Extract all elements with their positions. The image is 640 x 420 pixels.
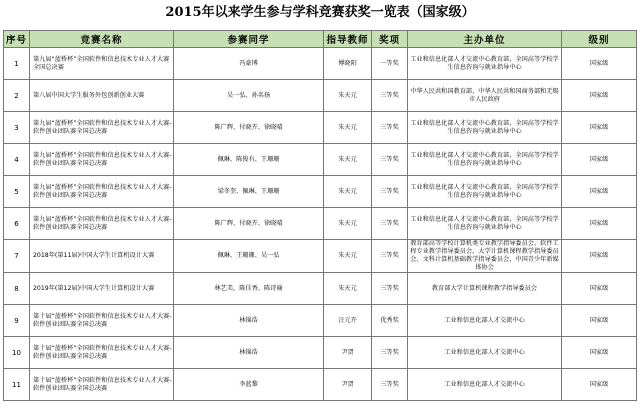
cell-competition: 第九届“蓝桥杯”全国软件和信息技术专业人才大赛全国总决赛 <box>30 48 174 80</box>
cell-organizer: 工业和信息化部人才交流中心教育部、全国高等学校学生信息咨询与就业指导中心 <box>408 48 562 80</box>
awards-table <box>3 30 637 401</box>
table-row <box>4 369 637 401</box>
table-row <box>4 112 637 144</box>
cell-organizer: 工业和信息化部人才交流中心教育部、全国高等学校学生信息咨询与就业指导中心 <box>408 208 562 240</box>
cell-index: 7 <box>4 240 30 273</box>
table-row <box>4 144 637 176</box>
header-level: 级别 <box>562 31 637 48</box>
cell-organizer: 工业和信息化部人才交流中心教育部、全国高等学校学生信息咨询与就业指导中心 <box>408 112 562 144</box>
cell-competition: 第十届“蓝桥杯”全国软件和信息技术专业人才大赛-软件创业团队赛全国总决赛 <box>30 305 174 337</box>
cell-teacher: 傅晓阳 <box>324 48 372 80</box>
cell-index: 3 <box>4 112 30 144</box>
cell-index: 9 <box>4 305 30 337</box>
cell-organizer: 工业和信息化部人才交流中心 <box>408 305 562 337</box>
cell-competition: 第九届“蓝桥杯”全国软件和信息技术专业人才大赛-软件创业团队赛全国总决赛 <box>30 112 174 144</box>
cell-teacher: 朱天元 <box>324 80 372 112</box>
cell-students: 佩琳、王珊珊、吴一弘 <box>174 240 324 273</box>
cell-award: 三等奖 <box>372 176 408 208</box>
cell-index: 4 <box>4 144 30 176</box>
cell-teacher: 汪元卉 <box>324 305 372 337</box>
cell-teacher: 尹贺 <box>324 337 372 369</box>
header-students: 参赛同学 <box>174 31 324 48</box>
table-row <box>4 305 637 337</box>
cell-students: 林锦浩 <box>174 305 324 337</box>
cell-award: 三等奖 <box>372 337 408 369</box>
cell-level: 国家级 <box>562 176 637 208</box>
cell-level: 国家级 <box>562 80 637 112</box>
cell-level: 国家级 <box>562 240 637 273</box>
cell-award: 三等奖 <box>372 80 408 112</box>
cell-award: 三等奖 <box>372 144 408 176</box>
table-row <box>4 48 637 80</box>
cell-students: 陈广辉、付晓卉、徐晓晴 <box>174 208 324 240</box>
cell-competition: 第十届“蓝桥杯”全国软件和信息技术专业人才大赛-软件创业团队赛全国总决赛 <box>30 337 174 369</box>
cell-organizer: 工业和信息化部人才交流中心教育部、全国高等学校学生信息咨询与就业指导中心 <box>408 176 562 208</box>
header-index: 序号 <box>4 31 30 48</box>
table-row <box>4 80 637 112</box>
cell-index: 8 <box>4 273 30 305</box>
cell-organizer: 工业和信息化部人才交流中心 <box>408 369 562 401</box>
cell-teacher: 朱天元 <box>324 144 372 176</box>
cell-teacher: 朱天元 <box>324 240 372 273</box>
cell-index: 1 <box>4 48 30 80</box>
cell-index: 5 <box>4 176 30 208</box>
header-organizer: 主办单位 <box>408 31 562 48</box>
cell-competition: 第九届“蓝桥杯”全国软件和信息技术专业人才大赛-软件创业团队赛全国总决赛 <box>30 176 174 208</box>
cell-organizer: 中华人民共和国教育部、中华人民共和国商务部和无锡市人民政府 <box>408 80 562 112</box>
cell-teacher: 尹贺 <box>324 369 372 401</box>
cell-award: 三等奖 <box>372 240 408 273</box>
cell-award: 一等奖 <box>372 48 408 80</box>
cell-teacher: 朱天元 <box>324 208 372 240</box>
cell-students: 梁冬奎、佩琳、王珊珊 <box>174 176 324 208</box>
table-row <box>4 240 637 273</box>
table-row <box>4 337 637 369</box>
header-competition: 竞赛名称 <box>30 31 174 48</box>
table-row <box>4 273 637 305</box>
table-row <box>4 208 637 240</box>
cell-students: 冯豪博 <box>174 48 324 80</box>
cell-index: 10 <box>4 337 30 369</box>
cell-level: 国家级 <box>562 48 637 80</box>
cell-students: 林艺美、陈佳香、陈诗瑜 <box>174 273 324 305</box>
cell-level: 国家级 <box>562 305 637 337</box>
cell-competition: 第九届“蓝桥杯”全国软件和信息技术专业人才大赛-软件创业团队赛全国总决赛 <box>30 144 174 176</box>
cell-level: 国家级 <box>562 273 637 305</box>
table-header-row <box>4 31 637 48</box>
cell-level: 国家级 <box>562 112 637 144</box>
cell-level: 国家级 <box>562 369 637 401</box>
cell-competition: 第十届“蓝桥杯”全国软件和信息技术专业人才大赛-软件创业团队赛全国总决赛 <box>30 369 174 401</box>
cell-competition: 2018年(第11届)中国大学生计算机设计大赛 <box>30 240 174 273</box>
cell-organizer: 教育部大学计算机课程教学指导委员会 <box>408 273 562 305</box>
cell-students: 吴一弘、孙名扬 <box>174 80 324 112</box>
cell-index: 6 <box>4 208 30 240</box>
cell-competition: 第九届“蓝桥杯”全国软件和信息技术专业人才大赛-软件创业团队赛全国总决赛 <box>30 208 174 240</box>
cell-award: 三等奖 <box>372 273 408 305</box>
cell-competition: 2019年(第12届)中国大学生计算机设计大赛 <box>30 273 174 305</box>
cell-level: 国家级 <box>562 337 637 369</box>
cell-teacher: 朱天元 <box>324 176 372 208</box>
cell-competition: 第八届中国大学生服务外包创新创业大赛 <box>30 80 174 112</box>
cell-index: 11 <box>4 369 30 401</box>
cell-organizer: 工业和信息化部人才交流中心 <box>408 337 562 369</box>
cell-award: 优秀奖 <box>372 305 408 337</box>
cell-organizer: 工业和信息化部人才交流中心教育部、全国高等学校学生信息咨询与就业指导中心 <box>408 144 562 176</box>
cell-students: 李蓝黎 <box>174 369 324 401</box>
header-award: 奖项 <box>372 31 408 48</box>
cell-index: 2 <box>4 80 30 112</box>
cell-teacher: 朱天元 <box>324 273 372 305</box>
header-teacher: 指导教师 <box>324 31 372 48</box>
cell-students: 陈广辉、付晓卉、徐晓晴 <box>174 112 324 144</box>
cell-students: 林锦浩 <box>174 337 324 369</box>
cell-award: 三等奖 <box>372 208 408 240</box>
cell-award: 三等奖 <box>372 369 408 401</box>
page-title: 2015年以来学生参与学科竞赛获奖一览表（国家级） <box>165 5 475 20</box>
cell-organizer: 教育部高等学校计算机类专业教学指导委员会、软件工程专业教学指导委员会、大学计算机课程教学指导委员会、文科计算机基础教学指导委员会、中国青少年新媒体协会 <box>408 240 562 273</box>
table-row <box>4 176 637 208</box>
cell-level: 国家级 <box>562 208 637 240</box>
cell-level: 国家级 <box>562 144 637 176</box>
cell-award: 三等奖 <box>372 112 408 144</box>
cell-students: 佩琳、陈俊有、王珊珊 <box>174 144 324 176</box>
cell-teacher: 朱天元 <box>324 112 372 144</box>
